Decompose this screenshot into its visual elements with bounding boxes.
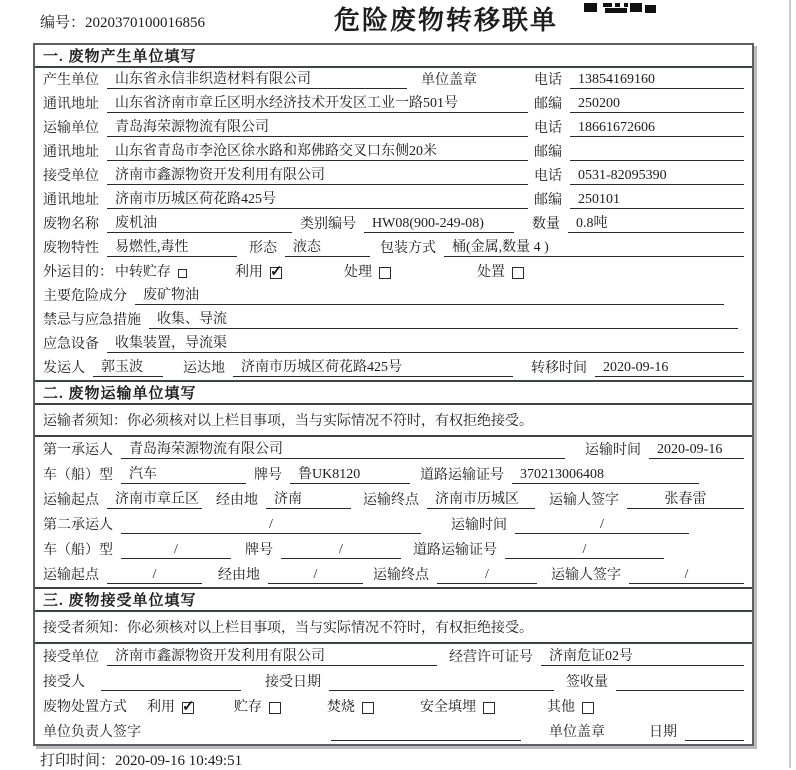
vehicle2-permit-label: 道路运输证号 [413, 543, 497, 558]
receiver-zip-label: 邮编 [534, 193, 562, 208]
vehicle1-type-value: 汽车 [121, 463, 246, 484]
emergency-measures-label: 禁忌与应急措施 [43, 313, 141, 328]
waste-name-value: 废机油 [107, 212, 292, 233]
vehicle1-permit-label: 道路运输证号 [420, 468, 504, 483]
waste-pack-label: 包装方式 [380, 241, 436, 256]
page-title: 危险废物转移联单 [334, 6, 559, 35]
accept-date-label: 接受日期 [265, 675, 321, 690]
transporter-phone-value: 18661672606 [570, 120, 744, 137]
emergency-measures-row [35, 308, 752, 332]
sign-date-label: 日期 [649, 725, 677, 740]
receiver-notice: 接受者须知：你必须核对以上栏目事项，当与实际情况不符时，有权拒绝接受。 [35, 612, 752, 644]
receiver-zip-value: 250101 [570, 192, 744, 209]
print-time [40, 749, 242, 770]
transfer-time-value: 2020-09-16 [595, 360, 744, 377]
dispatcher-value: 郭玉波 [93, 356, 163, 377]
transporter-address-row [35, 140, 752, 164]
transporter-address-label: 通讯地址 [43, 145, 99, 160]
disposal-checkbox-landfill [483, 702, 495, 714]
vehicle1-permit-value: 370213006408 [512, 467, 699, 484]
purpose-option-dispose-label: 处置 [477, 265, 505, 280]
vehicle2-plate-value: / [281, 542, 401, 559]
disposal-option-storage [234, 696, 281, 716]
receipt-qty-value [616, 674, 744, 691]
receiver-phone-value: 0531-82095390 [570, 168, 744, 185]
purpose-checkbox-transfer-storage [178, 269, 187, 278]
receiver-value: 济南市鑫源物资开发利用有限公司 [107, 164, 528, 185]
section-transporter-title: 二. 废物运输单位填写 [35, 382, 752, 405]
purpose-label: 外运目的： [43, 265, 113, 280]
purpose-option-dispose [477, 261, 524, 281]
section-transporter [35, 380, 752, 587]
producer-row [35, 68, 752, 92]
route2-origin-value: / [107, 567, 202, 584]
emergency-measures-value: 收集、导流 [149, 308, 738, 329]
section-receiver [35, 587, 752, 744]
receiver-zip-group [534, 189, 744, 209]
doc-number-value: 2020370100016856 [85, 15, 206, 31]
receipt-qty-label: 签收量 [566, 675, 608, 690]
carrier2-time-label: 运输时间 [451, 518, 507, 533]
hazard-components-label: 主要危险成分 [43, 289, 127, 304]
route2-end-value: / [437, 567, 537, 584]
waste-code-value: HW08(900-249-08) [364, 216, 514, 233]
disposal-option-incineration [327, 696, 374, 716]
carrier2-label: 第二承运人 [43, 518, 113, 533]
waste-qty-value: 0.8吨 [568, 212, 744, 233]
print-time-value: 2020-09-16 10:49:51 [115, 753, 243, 769]
emergency-equipment-value: 收集装置，导流渠 [107, 332, 744, 353]
disposal-option-landfill [420, 696, 495, 716]
transporter-label: 运输单位 [43, 121, 99, 136]
vehicle1-plate-label: 牌号 [254, 468, 282, 483]
purpose-row [35, 260, 752, 284]
route2-sign-label: 运输人签字 [551, 568, 621, 583]
carrier1-value: 青岛海荣源物流有限公司 [121, 438, 565, 459]
producer-address-value: 山东省济南市章丘区明水经济技术开发区工业一路501号 [107, 92, 528, 113]
vehicle2-row [35, 537, 752, 562]
dispatch-row [35, 356, 752, 380]
vehicle2-type-value: / [121, 542, 231, 559]
disposal-option-utilize-label: 利用 [147, 700, 175, 715]
acceptor-row [35, 669, 752, 694]
acceptor-label: 接受人 [43, 675, 85, 690]
route2-via-value: / [268, 567, 363, 584]
producer-phone-label: 电话 [534, 73, 562, 88]
waste-form-value: 液态 [285, 236, 370, 257]
vehicle2-type-label: 车（船）型 [43, 543, 113, 558]
doc-number-label: 编号： [40, 15, 86, 31]
qr-code-partial-icon [584, 0, 656, 18]
unit-seal-label: 单位盖章 [549, 725, 605, 740]
emergency-equipment-row [35, 332, 752, 356]
waste-code-label: 类别编号 [300, 217, 356, 232]
purpose-option-utilize-label: 利用 [235, 265, 263, 280]
section-producer [35, 45, 752, 380]
disposal-option-other [547, 696, 594, 716]
disposal-option-incineration-label: 焚烧 [327, 700, 355, 715]
waste-qty-label: 数量 [532, 217, 560, 232]
producer-zip-label: 邮编 [534, 97, 562, 112]
accept-date-value [329, 674, 554, 691]
vehicle2-plate-label: 牌号 [245, 543, 273, 558]
transporter-address-value: 山东省青岛市李沧区徐水路和郑佛路交叉口东侧20米 [107, 140, 528, 161]
disposal-checkbox-storage [269, 702, 281, 714]
waste-form-label: 形态 [249, 241, 277, 256]
carrier2-value: / [121, 517, 421, 534]
acceptor-value [101, 674, 241, 691]
waste-props-row [35, 236, 752, 260]
transporter-phone-group [534, 117, 744, 137]
receiver-phone-group [534, 165, 744, 185]
transporter-zip-label: 邮编 [534, 145, 562, 160]
disposal-checkbox-utilize [182, 702, 194, 714]
disposal-checkbox-incineration [362, 702, 374, 714]
transporter-value: 青岛海荣源物流有限公司 [107, 116, 528, 137]
route2-row [35, 562, 752, 587]
purpose-option-utilize [235, 261, 282, 281]
disposal-checkbox-other [582, 702, 594, 714]
emergency-equipment-label: 应急设备 [43, 337, 99, 352]
producer-address-label: 通讯地址 [43, 97, 99, 112]
waste-name-label: 废物名称 [43, 217, 99, 232]
receiver-address-row [35, 188, 752, 212]
transfer-time-label: 转移时间 [531, 361, 587, 376]
disposal-option-utilize [147, 696, 194, 716]
transporter-row [35, 116, 752, 140]
purpose-checkbox-dispose [512, 267, 524, 279]
license-value: 济南危证02号 [541, 645, 744, 666]
receiver-label: 接受单位 [43, 169, 99, 184]
route2-sign-value: / [629, 567, 744, 584]
carrier1-time-value: 2020-09-16 [649, 442, 744, 459]
route1-origin-label: 运输起点 [43, 493, 99, 508]
license-label: 经营许可证号 [449, 650, 533, 665]
disposal-option-other-label: 其他 [547, 700, 575, 715]
producer-zip-value: 250200 [570, 96, 744, 113]
vehicle1-plate-value: 鲁UK8120 [290, 463, 410, 484]
purpose-checkbox-treat [379, 267, 391, 279]
transfer-manifest-form [33, 43, 754, 746]
accepting-unit-row [35, 644, 752, 669]
carrier2-row [35, 512, 752, 537]
route1-end-value: 济南市历城区 [427, 488, 535, 509]
route1-origin-value: 济南市章丘区 [107, 488, 202, 509]
page-edge-divider [789, 0, 791, 768]
purpose-option-treat-label: 处理 [344, 265, 372, 280]
producer-seal-label: 单位盖章 [421, 73, 477, 88]
disposal-option-landfill-label: 安全填埋 [420, 700, 476, 715]
route2-end-label: 运输终点 [373, 568, 429, 583]
route1-sign-value: 张春雷 [627, 488, 744, 509]
route2-via-label: 经由地 [218, 568, 260, 583]
accepting-unit-value: 济南市鑫源物资开发利用有限公司 [107, 645, 437, 666]
vehicle1-type-label: 车（船）型 [43, 468, 113, 483]
producer-phone-value: 13854169160 [570, 72, 744, 89]
hazard-components-row [35, 284, 752, 308]
route1-end-label: 运输终点 [363, 493, 419, 508]
carrier1-label: 第一承运人 [43, 443, 113, 458]
receiver-row [35, 164, 752, 188]
receiver-phone-label: 电话 [534, 169, 562, 184]
destination-label: 运达地 [183, 361, 225, 376]
transporter-phone-label: 电话 [534, 121, 562, 136]
waste-pack-value: 桶(金属,数量 4 ) [444, 236, 744, 257]
destination-value: 济南市历城区荷花路425号 [233, 356, 513, 377]
receiver-address-label: 通讯地址 [43, 193, 99, 208]
purpose-checkbox-utilize [270, 267, 282, 279]
producer-label: 产生单位 [43, 73, 99, 88]
transporter-notice: 运输者须知：你必须核对以上栏目事项，当与实际情况不符时，有权拒绝接受。 [35, 405, 752, 437]
route2-origin-label: 运输起点 [43, 568, 99, 583]
producer-value: 山东省永信非织造材料有限公司 [107, 68, 407, 89]
route1-row [35, 487, 752, 512]
carrier1-row [35, 437, 752, 462]
signoff-row [35, 719, 752, 744]
sign-date-value [685, 724, 744, 741]
producer-address-row [35, 92, 752, 116]
producer-zip-group [534, 93, 744, 113]
route1-via-label: 经由地 [216, 493, 258, 508]
waste-props-value: 易燃性,毒性 [107, 236, 237, 257]
section-receiver-title: 三. 废物接受单位填写 [35, 589, 752, 612]
route1-sign-label: 运输人签字 [549, 493, 619, 508]
section-producer-title: 一. 废物产生单位填写 [35, 45, 752, 68]
print-time-label: 打印时间： [40, 753, 116, 769]
vehicle2-permit-value: / [505, 542, 664, 559]
waste-name-row [35, 212, 752, 236]
route1-via-value: 济南 [266, 488, 351, 509]
vehicle1-row [35, 462, 752, 487]
hazard-components-value: 废矿物油 [135, 284, 724, 305]
disposal-method-label: 废物处置方式 [43, 700, 127, 715]
purpose-option-treat [344, 261, 391, 281]
receiver-address-value: 济南市历城区荷花路425号 [107, 188, 528, 209]
responsible-sign-value [331, 724, 521, 741]
purpose-option-transfer-storage [115, 261, 187, 281]
transporter-zip-value [570, 144, 744, 161]
carrier2-time-value: / [515, 517, 689, 534]
dispatcher-label: 发运人 [43, 361, 85, 376]
responsible-sign-label: 单位负责人签字 [43, 725, 141, 740]
disposal-option-storage-label: 贮存 [234, 700, 262, 715]
waste-props-label: 废物特性 [43, 241, 99, 256]
producer-phone-group [534, 69, 744, 89]
accepting-unit-label: 接受单位 [43, 650, 99, 665]
doc-number [40, 11, 205, 32]
purpose-option-transfer-storage-label: 中转贮存 [115, 265, 171, 280]
transporter-zip-group [534, 141, 744, 161]
disposal-method-row [35, 694, 752, 719]
carrier1-time-label: 运输时间 [585, 443, 641, 458]
